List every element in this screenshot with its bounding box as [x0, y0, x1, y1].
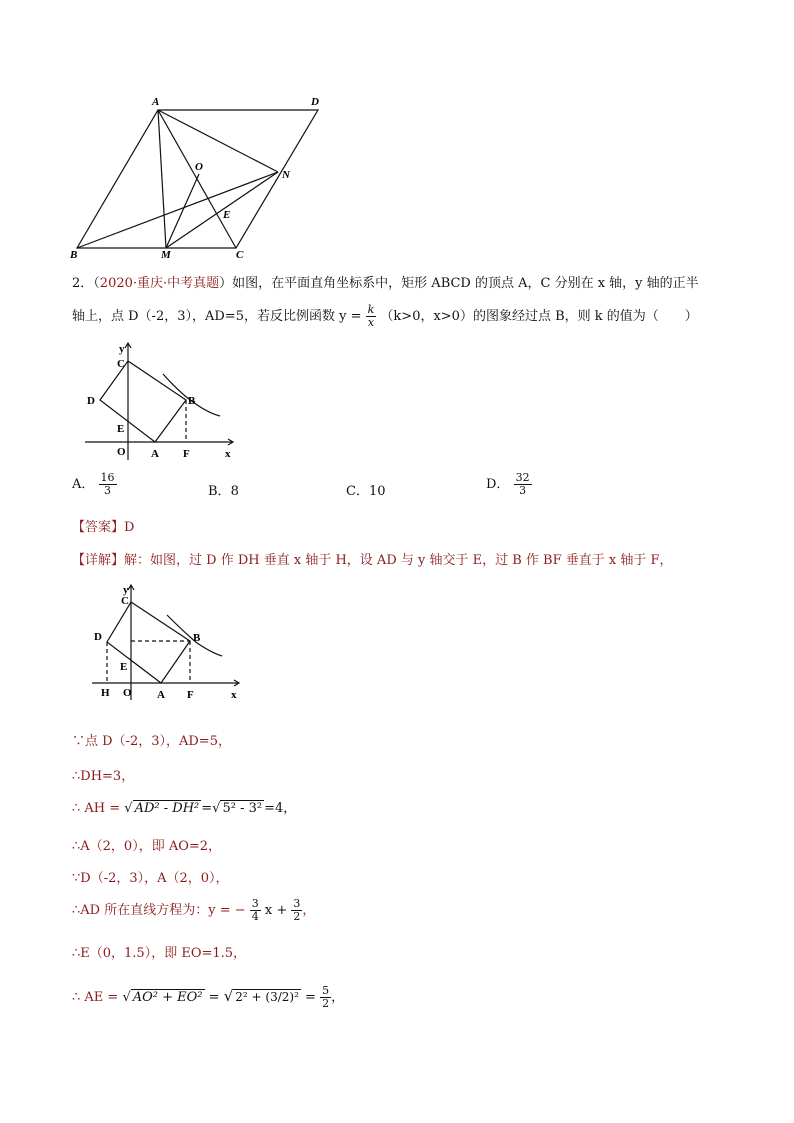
step-3: ∴ AH = √ AD² - DH² =√ 5² - 3² =4， — [72, 801, 297, 816]
point-O: O — [117, 446, 126, 458]
question-stem-2a: 轴上，点 D（-2，3），AD=5，若反比例函数 y = — [72, 309, 362, 324]
point-E: E — [117, 423, 125, 435]
explanation-text: 解：如图，过 D 作 DH 垂直 x 轴于 H，设 AD 与 y 轴交于 E，过 B 作 BF 垂直于 x 轴于 F， — [124, 553, 673, 568]
question-line-1: 2．（2020·重庆·中考真题）如图，在平面直角坐标系中，矩形 ABCD 的顶点 A，C 分别在 x 轴，y 轴的正半 — [72, 276, 699, 291]
step-7: ∴E（0，1.5），即 EO=1.5， — [72, 946, 247, 961]
axis-y-label: y — [119, 343, 125, 355]
point-F-2: F — [187, 689, 194, 701]
step-8: ∴ AE = √ AO² + EO² = √ 2² + (3/2)² = $\frac{5}{2}$ ， — [72, 984, 345, 1010]
label-A: A — [152, 96, 160, 108]
step-5: ∵D（-2，3），A（2，0）， — [72, 871, 229, 886]
point-E-2: E — [120, 661, 128, 673]
label-M: M — [161, 249, 171, 261]
question-stem-1: 如图，在平面直角坐标系中，矩形 ABCD 的顶点 A，C 分别在 x 轴，y 轴的正半 — [232, 276, 699, 291]
radical-2: 5² - 3² — [222, 801, 263, 816]
label-O: O — [195, 161, 203, 173]
label-D: D — [311, 96, 319, 108]
question-line-2 — [72, 304, 698, 329]
option-d[interactable]: D． $\frac{32}{3}$ — [486, 471, 530, 497]
option-b[interactable]: B．8 — [208, 484, 239, 499]
point-H-2: H — [101, 687, 110, 699]
point-D-2: D — [94, 631, 102, 643]
radical-3: AO² + EO² — [132, 990, 203, 1005]
point-C-2: C — [121, 595, 129, 607]
label-E: E — [223, 209, 231, 221]
point-B-2: B — [193, 632, 201, 644]
radical-4: 2² + (3/2)² — [235, 990, 299, 1004]
point-C: C — [117, 358, 125, 370]
point-A-2: A — [157, 689, 165, 701]
label-N: N — [282, 169, 290, 181]
explanation-line — [72, 549, 673, 568]
figure-coordinate-2 — [85, 578, 250, 703]
answer-tag: 【答案】 — [72, 520, 125, 535]
question-stem-2b: （k>0，x>0）的图象经过点 B，则 k 的值为（ ） — [380, 309, 698, 324]
step-6: ∴AD 所在直线方程为：y = − $\frac{3}{4}$ x + $\frac{3}{2}$ ， — [72, 897, 316, 923]
step-1: ∵点 D（-2，3），AD=5， — [72, 734, 231, 749]
point-F: F — [183, 448, 190, 460]
point-D: D — [87, 395, 95, 407]
step-4: ∴A（2，0），即 AO=2， — [72, 839, 222, 854]
explanation-tag: 【详解】 — [72, 553, 125, 568]
question-number: 2． — [72, 276, 94, 291]
question-source: 2020·重庆·中考真题 — [99, 276, 220, 291]
figure-coordinate-1 — [80, 338, 250, 463]
axis-x-label-2: x — [231, 689, 237, 701]
label-B: B — [70, 249, 78, 261]
question-fraction: $\frac{k}{x}$ — [367, 303, 375, 329]
point-B: B — [188, 395, 196, 407]
step-2: ∴DH=3， — [72, 769, 135, 784]
option-a[interactable]: A． $\frac{16}{3}$ — [72, 471, 115, 497]
point-O-2: O — [123, 687, 132, 699]
axis-x-label: x — [225, 448, 231, 460]
answer-value: D — [124, 520, 135, 535]
option-c[interactable]: C．10 — [346, 484, 386, 499]
answer-line — [72, 516, 134, 535]
axis-y-label-2: y — [123, 584, 129, 596]
label-C: C — [236, 249, 244, 261]
point-A: A — [151, 448, 159, 460]
figure-parallelogram — [60, 90, 340, 265]
radical-1: AD² - DH² — [134, 801, 200, 816]
